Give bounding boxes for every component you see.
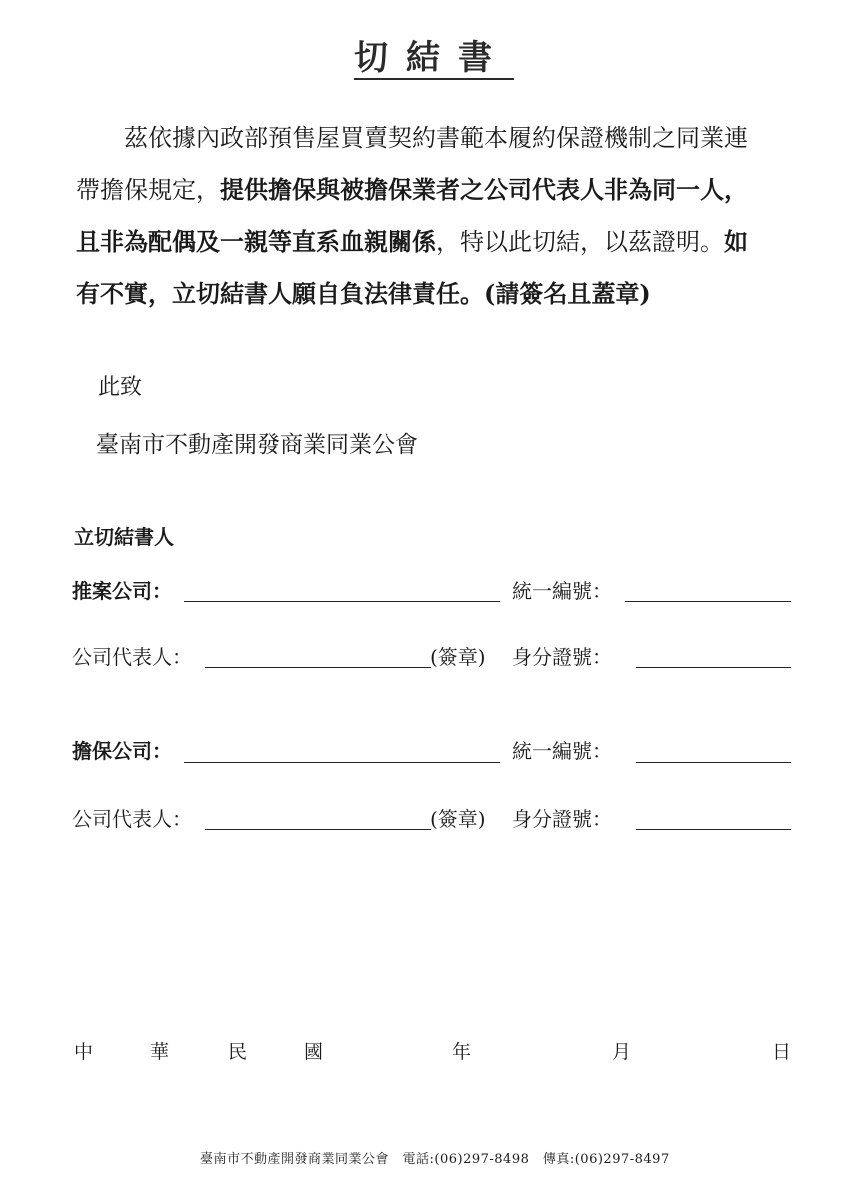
date-char-hua: 華 bbox=[150, 1041, 170, 1063]
date-month-label: 月 bbox=[612, 1041, 632, 1063]
date-char-zhong: 中 bbox=[74, 1041, 94, 1063]
statement-paragraph bbox=[76, 112, 796, 320]
signer-heading: 立切結書人 bbox=[74, 525, 174, 549]
recommend-seal-label: (簽章) bbox=[430, 645, 486, 669]
date-char-min: 民 bbox=[228, 1041, 248, 1063]
guarantor-rep-field[interactable] bbox=[205, 829, 431, 830]
date-year-label: 年 bbox=[452, 1041, 472, 1063]
guarantor-company-field[interactable] bbox=[184, 762, 500, 763]
guarantor-seal-label: (簽章) bbox=[430, 807, 486, 831]
recommend-id-field[interactable] bbox=[636, 667, 791, 668]
guarantor-id-label: 身分證號： bbox=[512, 807, 612, 831]
salutation: 此致 bbox=[98, 375, 143, 400]
footer-contact: 臺南市不動產開發商業同業公會 電話:(06)297-8498 傳真:(06)297-8497 bbox=[200, 1152, 670, 1167]
title-underline bbox=[354, 78, 514, 80]
guarantor-company-label: 擔保公司： bbox=[72, 739, 172, 763]
recommend-rep-field[interactable] bbox=[205, 667, 431, 668]
guarantor-id-field[interactable] bbox=[636, 829, 791, 830]
recommend-tax-id-label: 統一編號： bbox=[512, 579, 612, 603]
statement-line-3: 且非為配偶及一親等直系血親關係，特以此切結，以茲證明。如 bbox=[76, 227, 748, 256]
date-char-guo: 國 bbox=[304, 1041, 324, 1063]
guarantor-rep-label: 公司代表人： bbox=[72, 807, 192, 831]
addressee: 臺南市不動產開發商業同業公會 bbox=[96, 432, 418, 458]
guarantor-tax-id-field[interactable] bbox=[636, 762, 791, 763]
statement-line-2: 帶擔保規定，提供擔保與被擔保業者之公司代表人非為同一人， bbox=[76, 175, 748, 204]
recommend-tax-id-field[interactable] bbox=[625, 601, 791, 602]
recommend-company-field[interactable] bbox=[184, 601, 500, 602]
document-title: 切結書 bbox=[354, 38, 510, 78]
recommend-rep-label: 公司代表人： bbox=[72, 645, 192, 669]
statement-line-1: 茲依據內政部預售屋買賣契約書範本履約保證機制之同業連 bbox=[124, 124, 748, 152]
guarantor-tax-id-label: 統一編號： bbox=[512, 739, 612, 763]
recommend-company-label: 推案公司： bbox=[72, 579, 172, 603]
statement-line-4: 有不實，立切結書人願自負法律責任。(請簽名且蓋章) bbox=[76, 279, 651, 308]
recommend-id-label: 身分證號： bbox=[512, 645, 612, 669]
date-day-label: 日 bbox=[772, 1041, 792, 1063]
